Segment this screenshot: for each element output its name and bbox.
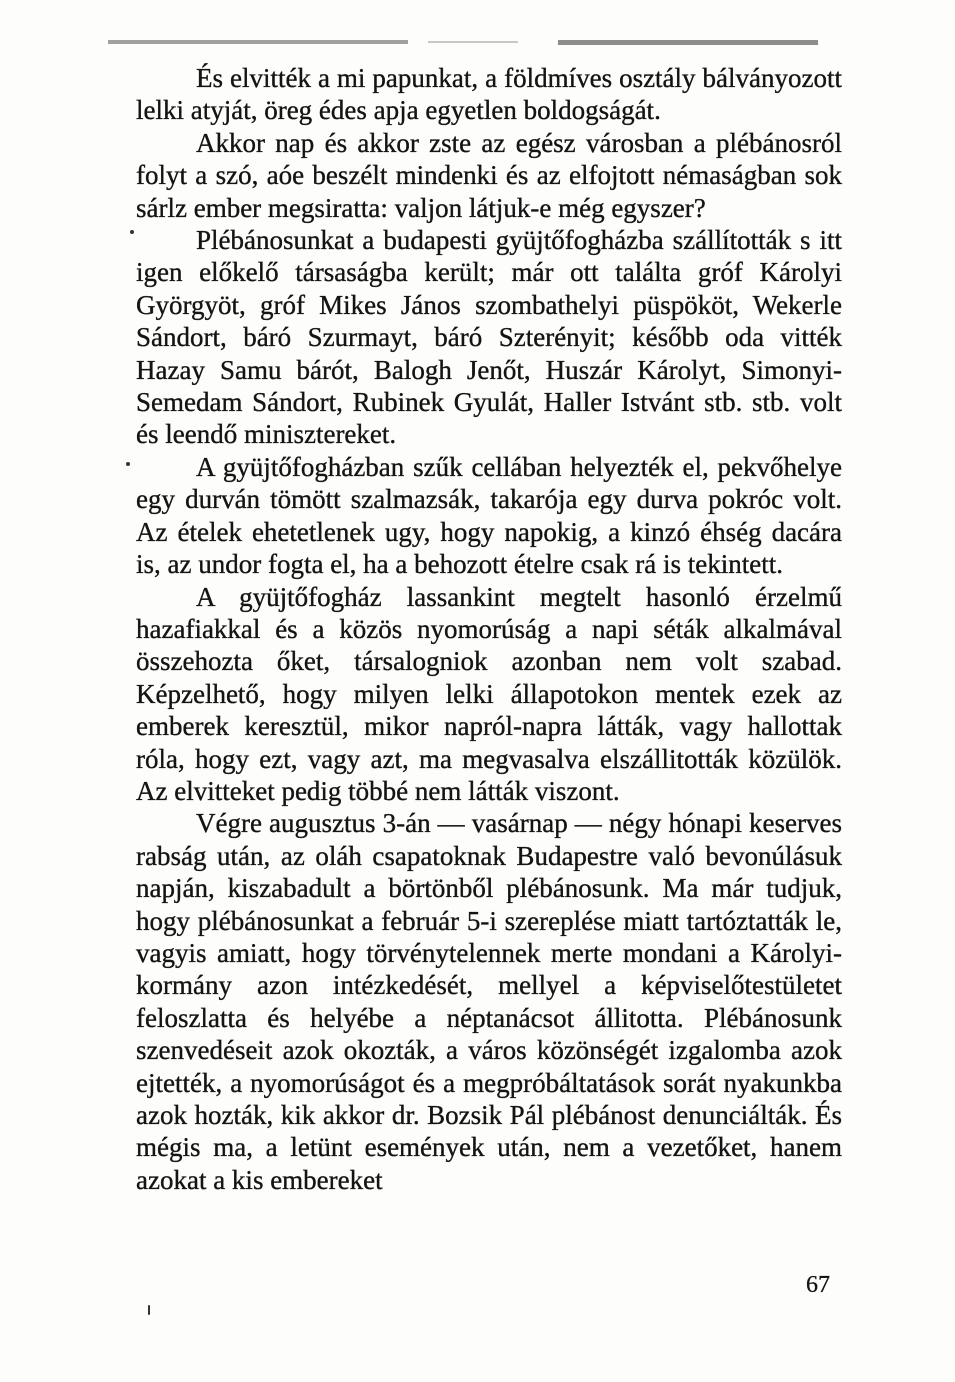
paragraph-3: Plébánosunkat a budapesti gyüjtőfogházba szállították s itt igen előkelő társaságba került; már ott találta gróf Károlyi Györgyöt, gróf Mikes János szombathelyi püspököt, Wekerle Sándort, báró Szurmayt, báró Szterényit; később oda vitték Hazay Samu bárót, Balogh Jenőt, Huszár Károlyt, Simonyi-Semedam Sándort, Rubinek Gyulát, Haller Istvánt stb. stb. volt és leendő minisztereket. [136,225,842,450]
paragraph-6: Végre augusztus 3-án — vasárnap — négy hónapi keserves rabság után, az oláh csapatoknak Budapestre való bevonúlásuk napján, kiszabadult a börtönből plébánosunk. Ma már tudjuk, hogy plébánosunkat a február 5-i szereplése miatt tartóztatták le, vagyis amiatt, hogy törvénytelennek merte mondani a Károlyi-kormány azon intézkedését, mellyel a képviselőtestületet feloszlatta és helyébe a néptanácsot állitotta. Plébánosunk szenvedéseit azok okozták, a város közönségét izgalomba azok ejtették, a nyomorúságot és a megpróbáltatások sorát nyakunkba azok hozták, kik akkor dr. Bozsik Pál plébánost denunciálták. És mégis ma, a letünt események után, nem a vezetőket, hanem azokat a kis embereket [136,808,842,1195]
paragraph-4: A gyüjtőfogházban szűk cellában helyezték el, pekvőhelye egy durván tömött szalmazsák, takarója egy durva pokróc volt. Az ételek ehetetlenek ugy, hogy napokig, a kinzó éhség dacára is, az undor fogta el, ha a behozott ételre csak rá is tekintett. [136,451,842,580]
ink-speck [126,462,130,466]
ink-speck [148,1305,150,1315]
body-text [136,62,842,1196]
paragraph-2: Akkor nap és akkor zste az egész városban a plébánosról folyt a szó, aóe beszélt mindenki és az elfojtott némaságban sok sárlz ember megsiratta: valjon látjuk-e még egyszer? [136,127,842,223]
paragraph-1: És elvitték a mi papunkat, a földmíves osztály bálványozott lelki atyját, öreg édes apja egyetlen boldogságát. [136,63,842,126]
print-smudge [108,38,828,48]
ink-speck [130,230,134,234]
paragraph-5: A gyüjtőfogház lassankint megtelt hasonló érzelmű hazafiakkal és a közös nyomorúság a napi séták alkalmával összehozta őket, társalogniok azonban nem volt szabad. Képzelhető, hogy milyen lelki állapotokon mentek ezek az emberek keresztül, mikor napról-napra látták, vagy hallottak róla, hogy ezt, vagy azt, ma megvasalva elszállitották közülök. Az elvitteket pedig többé nem látták viszont. [136,581,842,806]
page-number: 67 [806,1272,830,1298]
